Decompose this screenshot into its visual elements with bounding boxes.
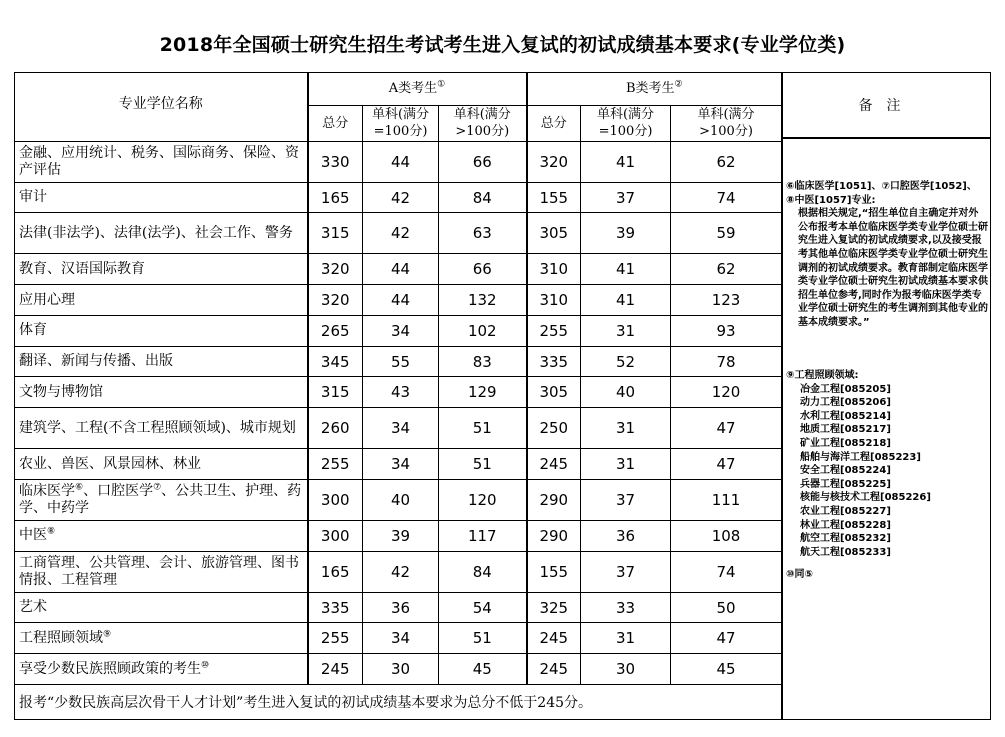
score-a-single100: 34 bbox=[363, 623, 439, 654]
score-a-total: 300 bbox=[308, 520, 363, 551]
score-b-total: 310 bbox=[527, 285, 581, 316]
score-a-total: 255 bbox=[308, 623, 363, 654]
row-name: 审计 bbox=[15, 182, 308, 213]
score-a-total: 165 bbox=[308, 551, 363, 592]
score-a-single-gt100: 51 bbox=[439, 408, 527, 449]
row-name: 工程照顾领域⑨ bbox=[15, 623, 308, 654]
table-row bbox=[15, 377, 782, 408]
score-b-single100: 41 bbox=[581, 285, 671, 316]
score-a-single100: 34 bbox=[363, 315, 439, 346]
score-b-single100: 37 bbox=[581, 182, 671, 213]
row-name: 艺术 bbox=[15, 592, 308, 623]
score-a-single-gt100: 84 bbox=[439, 182, 527, 213]
list-item: 林业工程[085228] bbox=[800, 519, 891, 531]
score-b-total: 155 bbox=[527, 551, 581, 592]
score-b-single-gt100: 59 bbox=[671, 213, 782, 254]
score-b-single-gt100: 78 bbox=[671, 346, 782, 377]
score-a-total: 300 bbox=[308, 479, 363, 520]
score-b-total: 305 bbox=[527, 213, 581, 254]
table-row bbox=[15, 213, 782, 254]
row-name: 文物与博物馆 bbox=[15, 377, 308, 408]
score-table bbox=[14, 72, 782, 720]
table-row bbox=[15, 623, 782, 654]
score-a-single-gt100: 83 bbox=[439, 346, 527, 377]
score-b-total: 310 bbox=[527, 254, 581, 285]
table-row bbox=[15, 479, 782, 520]
score-b-single100: 41 bbox=[581, 141, 671, 182]
score-a-total: 315 bbox=[308, 377, 363, 408]
score-a-single100: 42 bbox=[363, 551, 439, 592]
header-b-single-gt100: 单科(满分 >100分) bbox=[671, 105, 782, 141]
header-b-total: 总分 bbox=[527, 105, 581, 141]
score-b-single-gt100: 108 bbox=[671, 520, 782, 551]
list-item: 动力工程[085206] bbox=[800, 397, 891, 409]
list-item: 安全工程[085224] bbox=[800, 465, 891, 477]
score-a-single100: 44 bbox=[363, 141, 439, 182]
score-b-single-gt100: 74 bbox=[671, 182, 782, 213]
row-name: 应用心理 bbox=[15, 285, 308, 316]
list-item: 矿业工程[085218] bbox=[800, 437, 891, 449]
score-b-single100: 31 bbox=[581, 315, 671, 346]
score-b-total: 335 bbox=[527, 346, 581, 377]
score-a-total: 315 bbox=[308, 213, 363, 254]
score-b-single-gt100: 47 bbox=[671, 623, 782, 654]
score-a-single100: 34 bbox=[363, 408, 439, 449]
table-row bbox=[15, 141, 782, 182]
table-row bbox=[15, 408, 782, 449]
remarks-header: 备注 bbox=[783, 73, 990, 139]
score-b-total: 255 bbox=[527, 315, 581, 346]
list-item: 水利工程[085214] bbox=[800, 410, 891, 422]
row-name: 临床医学⑥、口腔医学⑦、公共卫生、护理、药学、中药学 bbox=[15, 479, 308, 520]
row-name: 建筑学、工程(不含工程照顾领域)、城市规划 bbox=[15, 408, 308, 449]
score-b-single100: 41 bbox=[581, 254, 671, 285]
score-a-single-gt100: 117 bbox=[439, 520, 527, 551]
score-a-single-gt100: 84 bbox=[439, 551, 527, 592]
score-b-total: 305 bbox=[527, 377, 581, 408]
score-a-total: 345 bbox=[308, 346, 363, 377]
score-b-single100: 31 bbox=[581, 623, 671, 654]
score-b-single-gt100: 123 bbox=[671, 285, 782, 316]
row-name: 翻译、新闻与传播、出版 bbox=[15, 346, 308, 377]
table-row bbox=[15, 315, 782, 346]
score-a-single-gt100: 51 bbox=[439, 623, 527, 654]
score-a-single100: 40 bbox=[363, 479, 439, 520]
score-a-single-gt100: 102 bbox=[439, 315, 527, 346]
row-name: 法律(非法学)、法律(法学)、社会工作、警务 bbox=[15, 213, 308, 254]
table-row bbox=[15, 346, 782, 377]
row-name: 体育 bbox=[15, 315, 308, 346]
list-item: 农业工程[085227] bbox=[800, 505, 891, 517]
remarks-minority: ⑩同⑤ bbox=[786, 569, 813, 580]
score-a-single-gt100: 51 bbox=[439, 449, 527, 480]
list-item: 地质工程[085217] bbox=[800, 424, 891, 436]
score-a-single-gt100: 132 bbox=[439, 285, 527, 316]
score-a-single100: 42 bbox=[363, 213, 439, 254]
score-b-total: 250 bbox=[527, 408, 581, 449]
header-group-a: A类考生① bbox=[308, 73, 527, 106]
score-b-total: 245 bbox=[527, 654, 581, 685]
header-b-single100: 单科(满分 =100分) bbox=[581, 105, 671, 141]
score-a-total: 330 bbox=[308, 141, 363, 182]
score-b-single-gt100: 93 bbox=[671, 315, 782, 346]
score-b-single100: 39 bbox=[581, 213, 671, 254]
score-a-total: 320 bbox=[308, 285, 363, 316]
score-b-single-gt100: 74 bbox=[671, 551, 782, 592]
score-b-total: 320 bbox=[527, 141, 581, 182]
table-row bbox=[15, 592, 782, 623]
header-a-total: 总分 bbox=[308, 105, 363, 141]
header-a-single100: 单科(满分 =100分) bbox=[363, 105, 439, 141]
score-b-total: 290 bbox=[527, 479, 581, 520]
score-b-single-gt100: 111 bbox=[671, 479, 782, 520]
score-a-single-gt100: 120 bbox=[439, 479, 527, 520]
score-b-total: 290 bbox=[527, 520, 581, 551]
score-b-total: 245 bbox=[527, 449, 581, 480]
list-item: 船舶与海洋工程[085223] bbox=[800, 451, 921, 463]
score-a-total: 165 bbox=[308, 182, 363, 213]
score-a-total: 265 bbox=[308, 315, 363, 346]
score-b-single100: 37 bbox=[581, 551, 671, 592]
score-b-single100: 37 bbox=[581, 479, 671, 520]
score-b-single100: 52 bbox=[581, 346, 671, 377]
score-b-single100: 40 bbox=[581, 377, 671, 408]
score-a-total: 260 bbox=[308, 408, 363, 449]
remarks-engineering: ⑨工程照顾领域: 冶金工程[085205] 动力工程[085206] 水利工程[085214] 地质工程[085217] 矿业工程[085218] 船舶与海洋工程[085223] 安全工程[085224] 兵器工程[085225] 核能与核技术工程[085226] 农业工程[085227] 林业工程[085228] 航空工程[085232] 航天工程[085233] bbox=[786, 369, 988, 559]
list-item: 航天工程[085233] bbox=[800, 546, 891, 558]
table-row bbox=[15, 254, 782, 285]
score-a-single100: 44 bbox=[363, 285, 439, 316]
score-a-single100: 42 bbox=[363, 182, 439, 213]
row-name: 教育、汉语国际教育 bbox=[15, 254, 308, 285]
score-a-single100: 55 bbox=[363, 346, 439, 377]
score-a-total: 320 bbox=[308, 254, 363, 285]
score-b-single-gt100: 47 bbox=[671, 408, 782, 449]
score-b-single100: 31 bbox=[581, 408, 671, 449]
score-b-single-gt100: 47 bbox=[671, 449, 782, 480]
header-group-b: B类考生② bbox=[527, 73, 782, 106]
table-row bbox=[15, 182, 782, 213]
row-name: 中医⑧ bbox=[15, 520, 308, 551]
list-item: 兵器工程[085225] bbox=[800, 478, 891, 490]
score-b-single-gt100: 50 bbox=[671, 592, 782, 623]
table-row bbox=[15, 654, 782, 685]
score-a-single100: 36 bbox=[363, 592, 439, 623]
score-a-single100: 43 bbox=[363, 377, 439, 408]
table-row bbox=[15, 520, 782, 551]
score-a-single100: 34 bbox=[363, 449, 439, 480]
page-title: 2018年全国硕士研究生招生考试考生进入复试的初试成绩基本要求(专业学位类) bbox=[159, 34, 846, 56]
remarks-medical: ⑥临床医学[1051]、⑦口腔医学[1052]、 ⑧中医[1057]专业: 根据相关规定,“招生单位自主确定并对外公布报考本单位临床医学类专业学位硕士研究生进入复试的初试成绩要求,以及接受报考其他单位临床医学类专业学位硕士研究生调剂的初试成绩要求。教育部制定临床医学类专业学位硕士研究生初试成绩基本要求供招生单位参考,同时作为报考临床医学类专业学位硕士研究生的考生调剂到其他专业的基本成绩要求。” bbox=[786, 181, 988, 328]
score-b-single100: 36 bbox=[581, 520, 671, 551]
score-a-single100: 44 bbox=[363, 254, 439, 285]
score-b-single100: 30 bbox=[581, 654, 671, 685]
score-a-total: 255 bbox=[308, 449, 363, 480]
score-a-single100: 39 bbox=[363, 520, 439, 551]
score-a-single-gt100: 66 bbox=[439, 254, 527, 285]
list-item: 核能与核技术工程[085226] bbox=[800, 492, 931, 504]
remarks-column bbox=[781, 72, 991, 720]
score-b-single-gt100: 120 bbox=[671, 377, 782, 408]
score-a-total: 335 bbox=[308, 592, 363, 623]
header-name: 专业学位名称 bbox=[15, 73, 308, 142]
score-a-single-gt100: 63 bbox=[439, 213, 527, 254]
score-b-total: 325 bbox=[527, 592, 581, 623]
score-b-single100: 31 bbox=[581, 449, 671, 480]
table-row bbox=[15, 551, 782, 592]
score-b-single-gt100: 45 bbox=[671, 654, 782, 685]
row-name: 金融、应用统计、税务、国际商务、保险、资产评估 bbox=[15, 141, 308, 182]
score-b-single-gt100: 62 bbox=[671, 254, 782, 285]
score-b-single-gt100: 62 bbox=[671, 141, 782, 182]
row-name: 享受少数民族照顾政策的考生⑩ bbox=[15, 654, 308, 685]
footer-note: 报考“少数民族高层次骨干人才计划”考生进入复试的初试成绩基本要求为总分不低于245分。 bbox=[15, 684, 782, 719]
score-a-single-gt100: 129 bbox=[439, 377, 527, 408]
score-a-single-gt100: 45 bbox=[439, 654, 527, 685]
score-b-single100: 33 bbox=[581, 592, 671, 623]
table-row bbox=[15, 449, 782, 480]
row-name: 农业、兽医、风景园林、林业 bbox=[15, 449, 308, 480]
header-a-single-gt100: 单科(满分 >100分) bbox=[439, 105, 527, 141]
score-b-total: 245 bbox=[527, 623, 581, 654]
score-a-single-gt100: 54 bbox=[439, 592, 527, 623]
score-a-total: 245 bbox=[308, 654, 363, 685]
row-name: 工商管理、公共管理、会计、旅游管理、图书情报、工程管理 bbox=[15, 551, 308, 592]
list-item: 航空工程[085232] bbox=[800, 533, 891, 545]
score-b-total: 155 bbox=[527, 182, 581, 213]
score-a-single-gt100: 66 bbox=[439, 141, 527, 182]
table-row bbox=[15, 285, 782, 316]
list-item: 冶金工程[085205] bbox=[800, 383, 891, 395]
score-table-frame bbox=[14, 72, 991, 720]
score-a-single100: 30 bbox=[363, 654, 439, 685]
